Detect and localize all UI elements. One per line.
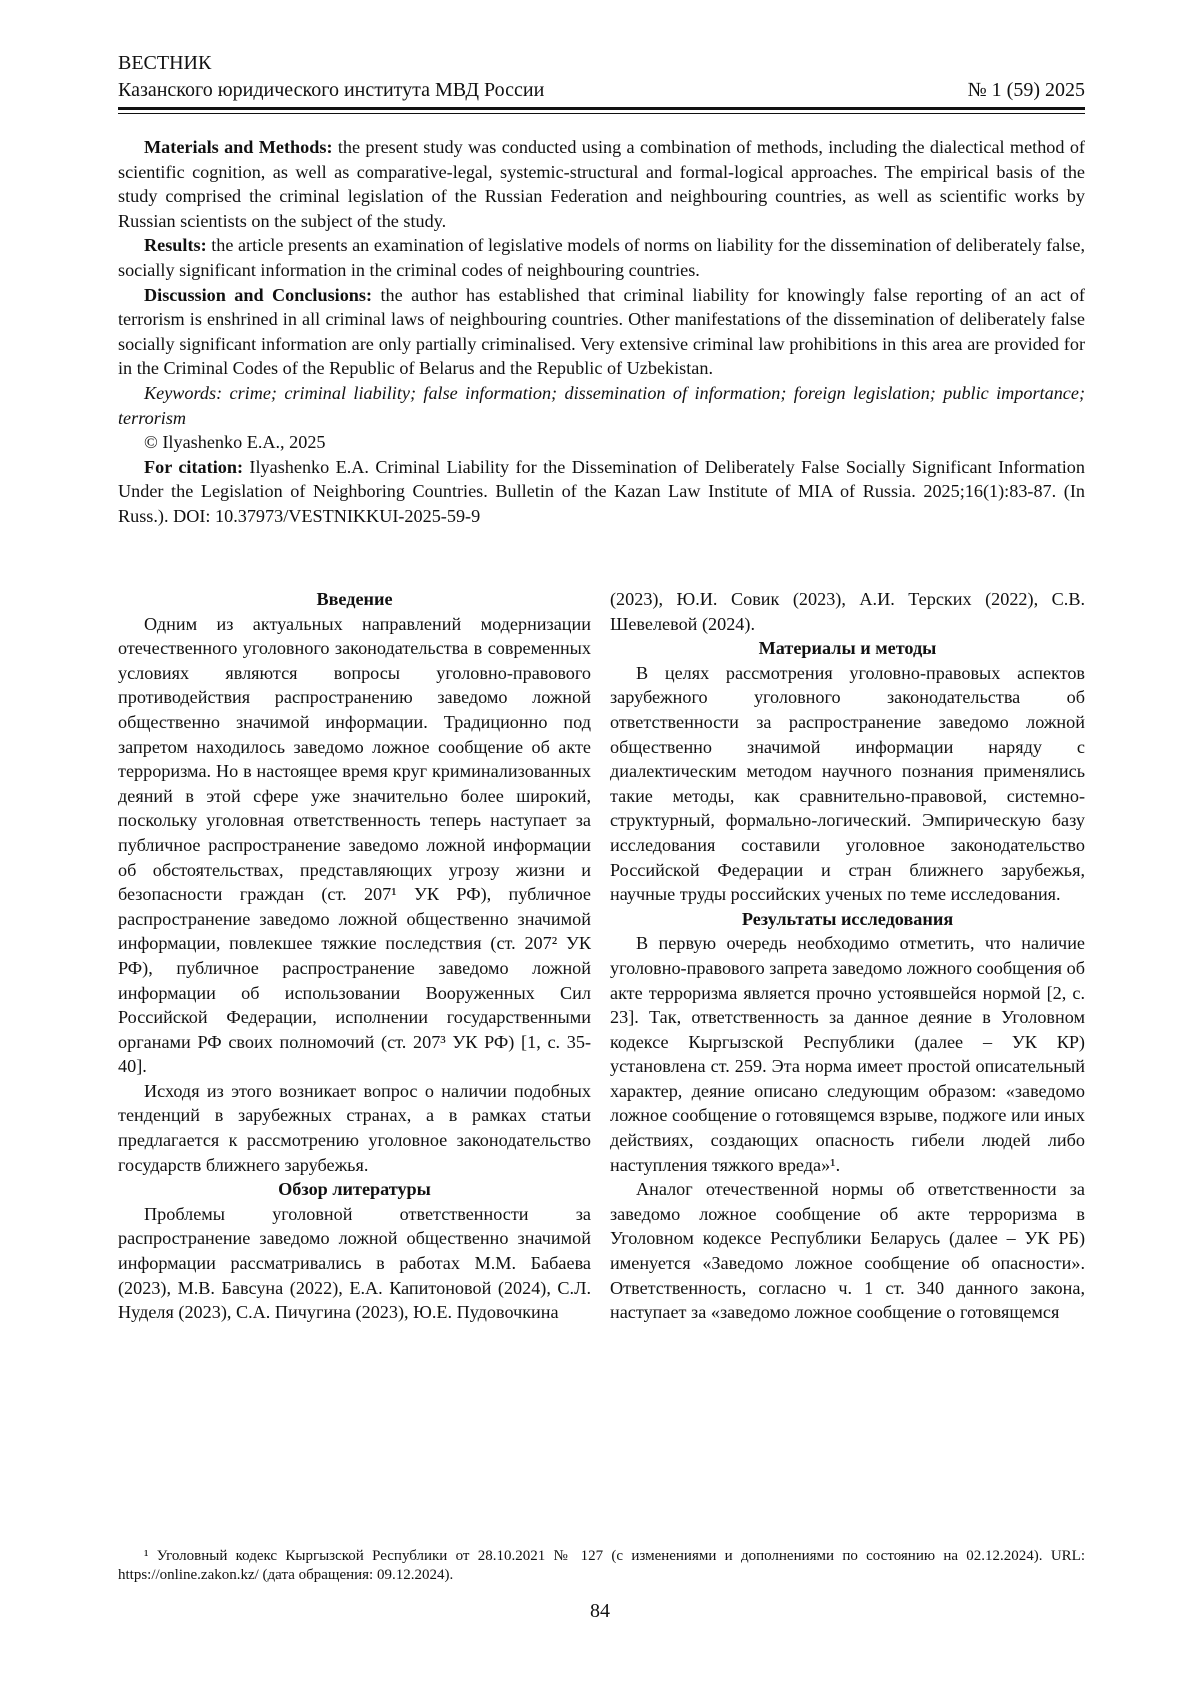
paragraph: В первую очередь необходимо отметить, что наличие уголовно-правового запрета заведомо ложного сообщения об акте терроризма является прочно устоявшейся нормой [2, с. 23]. Так, ответственность за данное деяние в Уголовном кодексе Кыргызской Республики (далее – УК КР) установлена ст. 259. Эта норма имеет простой описательный характер, деяние описано следующим образом: «заведомо ложное сообщение о готовящемся взрыве, поджоге или иных действиях, создающих опасность гибели людей либо наступления тяжкого вреда»¹. [610, 931, 1085, 1177]
paragraph: Проблемы уголовной ответственности за распространение заведомо ложной общественно значимой информации рассматривались в работах М.М. Бабаева (2023), М.В. Бавсуна (2022), Е.А. Капитоновой (2024), С.Л. Нуделя (2023), С.А. Пичугина (2023), Ю.Е. Пудовочкина [118, 1202, 591, 1325]
journal-title-line2: Казанского юридического института МВД России [118, 77, 544, 104]
copyright: © Ilyashenko E.A., 2025 [118, 430, 1085, 455]
right-column [610, 587, 1085, 1325]
issue-number: № 1 (59) 2025 [968, 77, 1085, 104]
paragraph: (2023), Ю.И. Совик (2023), А.И. Терских (2022), С.В. Шевелевой (2024). [610, 587, 1085, 636]
header-rule [118, 107, 1085, 114]
heading-materials-methods: Материалы и методы [610, 636, 1085, 661]
paragraph: Одним из актуальных направлений модернизации отечественного уголовного законодательства в современных условиях являются вопросы уголовно-правового противодействия распространению заведомо ложной общественно значимой информации. Традиционно под запретом находилось заведомо ложное сообщение об акте терроризма. Но в настоящее время круг криминализованных деяний в этой сфере уже значительно более широкий, поскольку уголовная ответственность теперь наступает за публичное распространение заведомо ложной информации об обстоятельствах, представляющих угрозу жизни и безопасности граждан (ст. 207¹ УК РФ), публичное распространение заведомо ложной общественно значимой информации, повлекшее тяжкие последствия (ст. 207² УК РФ), публичное распространение заведомо ложной информации об использовании Вооруженных Сил Российской Федерации, исполнении государственными органами РФ своих полномочий (ст. 207³ УК РФ) [1, с. 35-40]. [118, 612, 591, 1079]
footnote: ¹ Уголовный кодекс Кыргызской Республики от 28.10.2021 № 127 (с изменениями и дополнениями по состоянию на 02.12.2024). URL: https://online.zakon.kz/ (дата обращения: 09.12.2024). [118, 1547, 1085, 1585]
heading-introduction: Введение [118, 587, 591, 612]
abstract [118, 135, 1085, 529]
abstract-results: Results: the article presents an examination of legislative models of norms on liability for the dissemination of deliberately false, socially significant information in the criminal codes of neighbouring countries. [118, 233, 1085, 282]
left-column [118, 587, 591, 1325]
journal-title-line1: ВЕСТНИК [118, 50, 1085, 77]
paragraph: В целях рассмотрения уголовно-правовых аспектов зарубежного уголовного законодательства об ответственности за распространение заведомо ложной общественно значимой информации наряду с диалектическим методом научного познания применялись такие методы, как сравнительно-правовой, системно-структурный, формально-логический. Эмпирическую базу исследования составили уголовное законодательство Российской Федерации и стран ближнего зарубежья, научные труды российских ученых по теме исследования. [610, 661, 1085, 907]
page-number: 84 [0, 1600, 1200, 1623]
paragraph: Исходя из этого возникает вопрос о наличии подобных тенденций в зарубежных странах, а в рамках статьи предлагается к рассмотрению уголовное законодательство государств ближнего зарубежья. [118, 1079, 591, 1177]
running-header [118, 50, 1085, 104]
heading-results: Результаты исследования [610, 907, 1085, 932]
paragraph: Аналог отечественной нормы об ответственности за заведомо ложное сообщение об акте терроризма в Уголовном кодексе Республики Беларусь (далее – УК РБ) именуется «Заведомо ложное сообщение об опасности». Ответственность, согласно ч. 1 ст. 340 данного закона, наступает за «заведомо ложное сообщение о готовящемся [610, 1177, 1085, 1325]
abstract-discussion: Discussion and Conclusions: the author has established that criminal liability for knowingly false reporting of an act of terrorism is enshrined in all criminal laws of neighbouring countries. Other manifestations of the dissemination of deliberately false socially significant information are only partially criminalised. Very extensive criminal law prohibitions in this area are provided for in the Criminal Codes of the Republic of Belarus and the Republic of Uzbekistan. [118, 283, 1085, 381]
abstract-methods: Materials and Methods: the present study was conducted using a combination of methods, including the dialectical method of scientific cognition, as well as comparative-legal, systemic-structural and formal-logical approaches. The empirical basis of the study comprised the criminal legislation of the Russian Federation and neighbouring countries, as well as scientific works by Russian scientists on the subject of the study. [118, 135, 1085, 233]
citation: For citation: Ilyashenko E.A. Criminal Liability for the Dissemination of Deliberately False Socially Significant Information Under the Legislation of Neighboring Countries. Bulletin of the Kazan Law Institute of MIA of Russia. 2025;16(1):83-87. (In Russ.). DOI: 10.37973/VESTNIKKUI-2025-59-9 [118, 455, 1085, 529]
keywords: Keywords: crime; criminal liability; false information; dissemination of information; foreign legislation; public importance; terrorism [118, 381, 1085, 430]
heading-literature-review: Обзор литературы [118, 1177, 591, 1202]
